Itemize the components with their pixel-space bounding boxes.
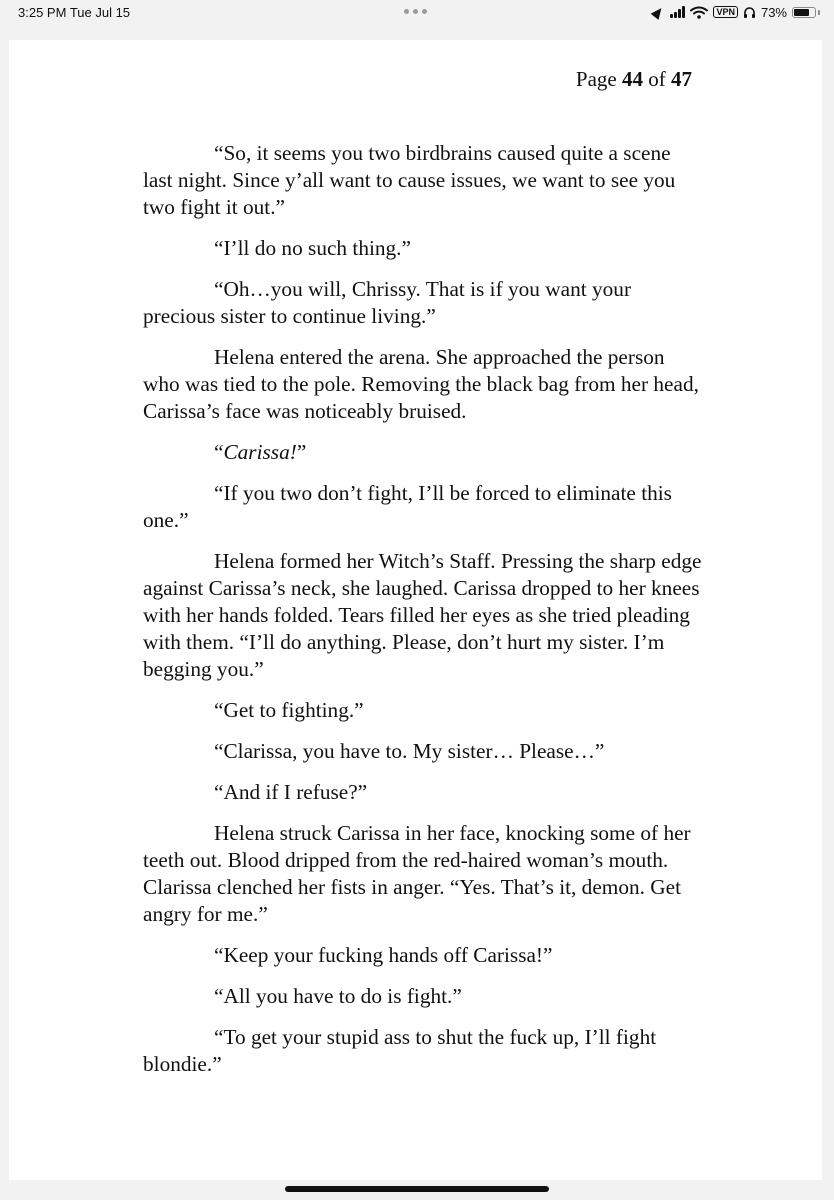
status-bar — [0, 0, 834, 26]
paragraph: Helena formed her Witch’s Staff. Pressing the sharp edge against Carissa’s neck, she laughed. Carissa dropped to her knees with her hands folded. Tears filled her eyes as she tried pleading with them. “I’ll do anything. Please, don’t hurt my sister. I’m begging you.” — [143, 549, 702, 681]
paragraph: “And if I refuse?” — [214, 780, 368, 804]
current-page: 44 — [622, 67, 643, 91]
page-label: Page — [575, 67, 617, 91]
status-time: 3:25 PM — [18, 5, 67, 20]
italic-name: Carissa! — [223, 440, 297, 464]
cellular-signal-icon — [670, 6, 685, 18]
paragraph: “Keep your fucking hands off Carissa!” — [214, 943, 553, 967]
manuscript-body — [143, 140, 703, 1092]
paragraph: Helena struck Carissa in her face, knocking some of her teeth out. Blood dripped from the red-haired woman’s mouth. Clarissa clenched her fists in anger. “Yes. That’s it, demon. Get angry for me.” — [143, 821, 691, 926]
paragraph: Helena entered the arena. She approached the person who was tied to the pole. Removing the black bag from her head, Carissa’s face was noticeably bruised. — [143, 345, 699, 423]
paragraph: “I’ll do no such thing.” — [214, 236, 411, 260]
paragraph: “So, it seems you two birdbrains caused quite a scene last night. Since y’all want to cause issues, we want to see you two fight it out.” — [143, 141, 676, 219]
paragraph: “Get to fighting.” — [214, 698, 364, 722]
status-time-date — [18, 5, 130, 20]
status-indicators — [653, 4, 820, 20]
document-page — [9, 40, 822, 1180]
vpn-badge: VPN — [713, 6, 738, 18]
battery-percentage: 73% — [760, 4, 787, 20]
page-number — [576, 67, 692, 92]
total-pages: 47 — [671, 67, 692, 91]
battery-icon — [792, 7, 816, 18]
paragraph-carissa-shout: “Carissa!” — [214, 440, 307, 464]
location-arrow-icon — [651, 5, 666, 20]
home-indicator[interactable] — [285, 1186, 549, 1192]
paragraph: “Oh…you will, Chrissy. That is if you want your precious sister to continue living.” — [143, 277, 632, 328]
wifi-icon — [690, 6, 708, 19]
multitasking-dots-icon[interactable] — [403, 4, 431, 18]
page-of-label: of — [648, 67, 666, 91]
paragraph: “To get your stupid ass to shut the fuck up, I’ll fight blondie.” — [143, 1025, 657, 1076]
battery-fill — [794, 9, 809, 16]
battery-nub — [818, 10, 820, 15]
headphones-icon — [743, 6, 756, 19]
paragraph: “If you two don’t fight, I’ll be forced to eliminate this one.” — [143, 481, 672, 532]
paragraph: “Clarissa, you have to. My sister… Please…” — [214, 739, 605, 763]
status-date: Tue Jul 15 — [69, 5, 131, 20]
paragraph: “All you have to do is fight.” — [214, 984, 462, 1008]
